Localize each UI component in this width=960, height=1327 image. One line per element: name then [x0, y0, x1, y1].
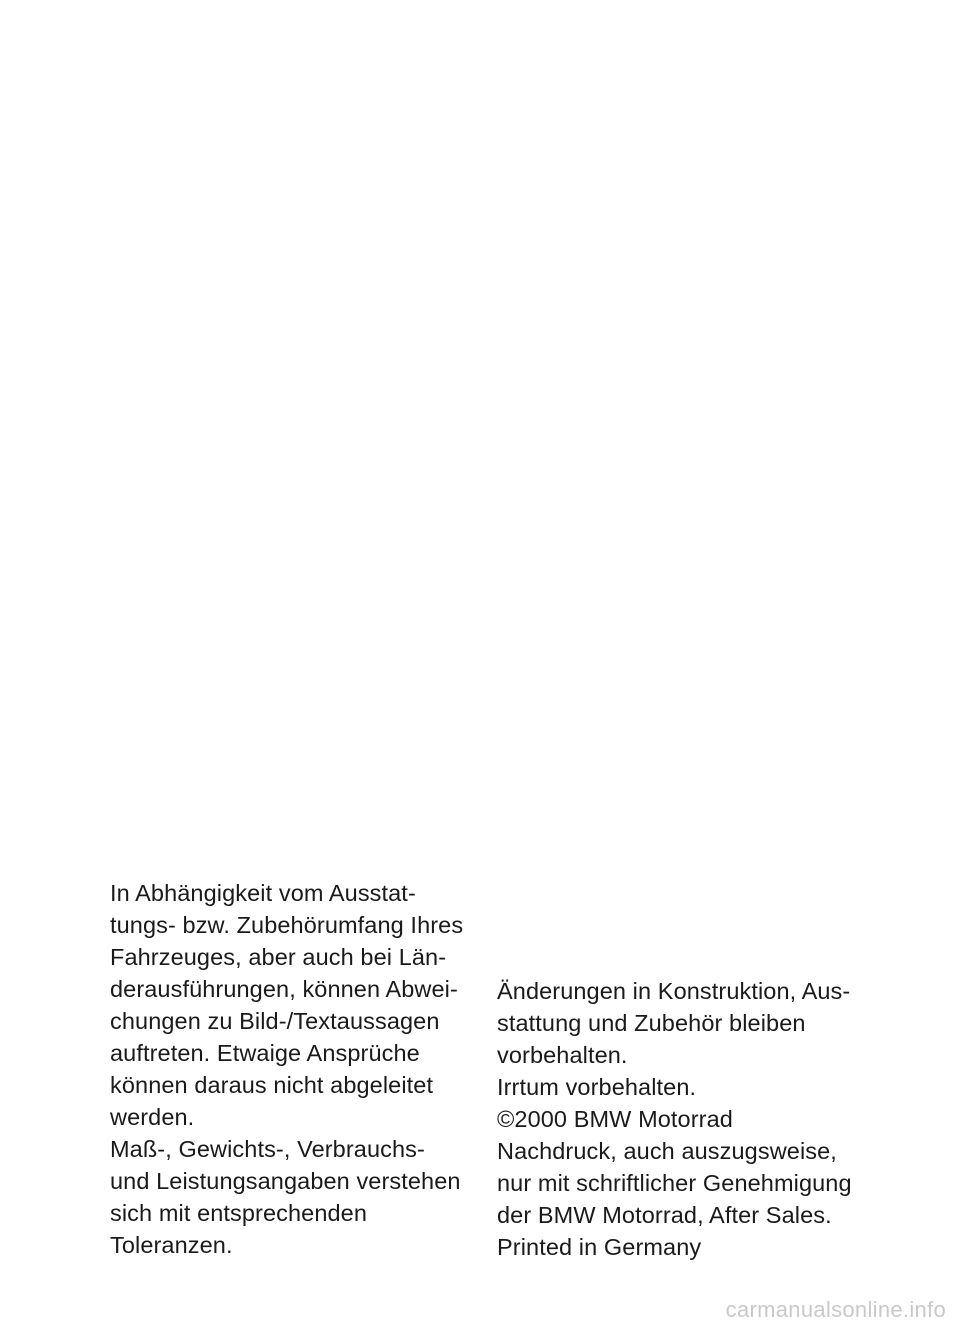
text-line: Nachdruck, auch auszugsweise, [497, 1138, 837, 1164]
watermark: carmanualsonline.info [725, 1297, 946, 1322]
copyright-line: ©2000 BMW Motorrad [497, 1106, 733, 1132]
text-line: Fahrzeuges, aber auch bei Län- [110, 944, 447, 970]
text-line: und Leistungsangaben verstehen [110, 1168, 461, 1194]
text-line: In Abhängigkeit vom Ausstat- [110, 880, 416, 906]
text-line: auftreten. Etwaige Ansprüche [110, 1040, 420, 1066]
text-line: sich mit entsprechenden [110, 1200, 368, 1226]
text-line: nur mit schriftlicher Genehmigung [497, 1170, 852, 1196]
text-line: Irrtum vorbehalten. [497, 1074, 697, 1100]
text-line: stattung und Zubehör bleiben [497, 1010, 806, 1036]
copyright-text-right [497, 975, 877, 1263]
text-line: Änderungen in Konstruktion, Aus- [497, 978, 851, 1004]
text-line: Maß-, Gewichts-, Verbrauchs- [110, 1136, 425, 1162]
text-line: vorbehalten. [497, 1042, 628, 1068]
text-line: der BMW Motorrad, After Sales. [497, 1202, 832, 1228]
text-line: werden. [110, 1104, 195, 1130]
text-line: Toleranzen. [110, 1232, 233, 1258]
printed-in-line: Printed in Germany [497, 1234, 702, 1260]
disclaimer-text-left [110, 877, 490, 1261]
text-line: tungs- bzw. Zubehörumfang Ihres [110, 912, 464, 938]
text-line: chungen zu Bild-/Textaussagen [110, 1008, 440, 1034]
text-line: derausführungen, können Abwei- [110, 976, 458, 1002]
text-line: können daraus nicht abgeleitet [110, 1072, 434, 1098]
